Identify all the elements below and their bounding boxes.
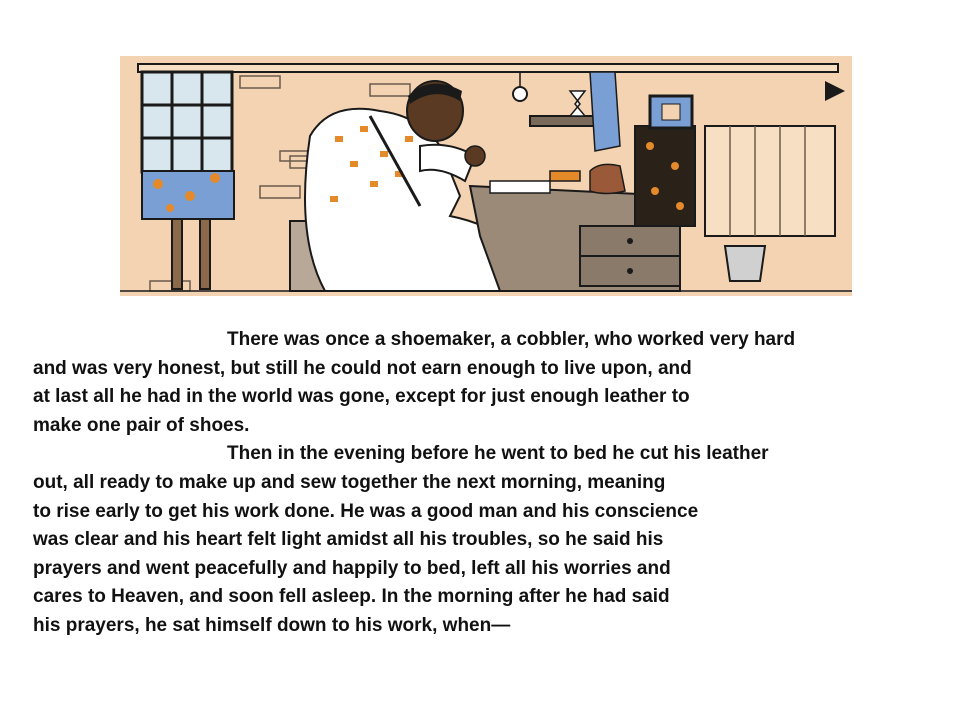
story-line: and was very honest, but still he could not earn enough to live upon, and [33,357,692,379]
story-line: prayers and went peacefully and happily to bed, left all his worries and [33,557,671,579]
story-line: There was once a shoemaker, a cobbler, who worked very hard [227,329,796,350]
story-line: to rise early to get his work done. He was a good man and his conscience [33,500,699,522]
story-paragraph-1 [33,326,860,440]
story-line: Then in the evening before he went to bed he cut his leather [227,443,769,465]
story-line: make one pair of shoes. [33,414,250,436]
story-line: his prayers, he sat himself down to his work, when— [33,614,511,636]
window [142,72,232,172]
story-line: was clear and his heart felt light amidst all his troubles, so he said his [33,529,664,551]
bucket [725,246,765,281]
story-paragraph-2 [33,440,860,640]
shoemaker-illustration [120,56,852,296]
story-text [33,326,860,641]
story-illustration [120,56,852,296]
hanging-garment [635,126,695,226]
story-line: cares to Heaven, and soon fell asleep. In the morning after he had said [33,586,670,608]
story-line: out, all ready to make up and sew together the next morning, meaning [33,471,666,493]
story-line: at last all he had in the world was gone, except for just enough leather to [33,386,690,408]
curtain [590,72,620,151]
